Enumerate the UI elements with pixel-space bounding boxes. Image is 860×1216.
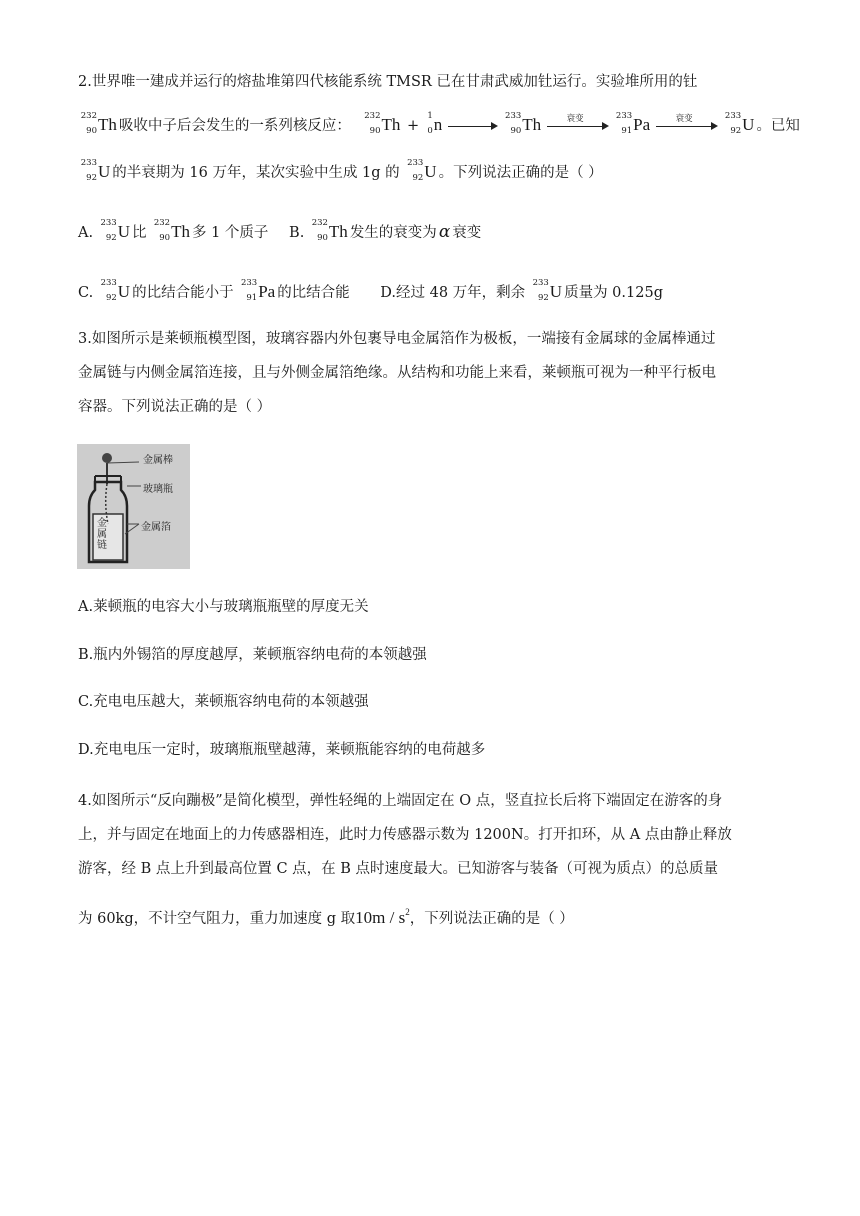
- q2-option-b-mid: 发生的衰变为: [349, 225, 437, 241]
- nuclide-u233: 233 92 U: [407, 158, 437, 183]
- nuclide-pa233: 233 91 Pa: [615, 111, 651, 136]
- q2-half-life-text: 的半衰期为 16 万年，某次实验中生成 1g 的: [112, 165, 400, 181]
- q4-line-4: [78, 902, 574, 929]
- q2-options-ab: [78, 218, 482, 243]
- plus-sign: +: [407, 118, 420, 134]
- q3-option-c: [78, 692, 369, 712]
- nuclide-u233: 233 92 U: [80, 158, 111, 183]
- q2-line-2: [78, 111, 800, 136]
- q4-stem-3: 游客，经 B 点上升到最高位置 C 点，在 B 点时速度最大。已知游客与装备（可视为质点）的总质量: [78, 861, 719, 877]
- q2-option-c-mid: 的比结合能小于: [132, 285, 234, 301]
- q3-option-b: [78, 645, 427, 665]
- q3-option-a: [78, 597, 369, 617]
- q4-stem-1: 4.如图所示“反向蹦极”是简化模型，弹性轻绳的上端固定在 O 点，竖直拉长后将下端固定在游客的身: [78, 793, 723, 809]
- q2-option-c-end: 的比结合能: [277, 285, 350, 301]
- decay-arrow-icon: 衰变: [547, 119, 609, 133]
- q4-line-1: [78, 791, 722, 811]
- q2-options-cd: [78, 278, 663, 303]
- q2-reaction-intro: 吸收中子后会发生的一系列核反应：: [118, 118, 351, 134]
- nuclide-u233: 233 92 U: [100, 278, 131, 303]
- q2-option-d-end: 质量为 0.125g: [564, 285, 663, 301]
- nuclide-u233: 233 92 U: [724, 111, 755, 136]
- label-glass-bottle: 玻璃瓶: [143, 484, 173, 495]
- nuclide-th232-reactant: 232 90 Th: [364, 111, 401, 136]
- alpha-symbol: α: [438, 222, 451, 242]
- q4-stem-4a: 为 60kg，不计空气阻力，重力加速度 g 取: [78, 911, 356, 927]
- q2-line-3: [78, 158, 603, 183]
- nuclide-neutron: 1 0 n: [427, 111, 443, 136]
- q2-option-a-end: 多 1 个质子: [191, 225, 269, 241]
- q2-question-text: 。下列说法正确的是（ ）: [438, 165, 603, 181]
- q3-option-c-text: C.充电电压越大，莱顿瓶容纳电荷的本领越强: [78, 694, 369, 710]
- q3-option-a-text: A.莱顿瓶的电容大小与玻璃瓶瓶壁的厚度无关: [78, 599, 369, 615]
- nuclide-pa233: 233 91 Pa: [240, 278, 276, 303]
- q4-line-2: [78, 825, 732, 845]
- nuclide-th232: 232 90 Th: [311, 218, 348, 243]
- q3-stem-2: 金属链与内侧金属箔连接，且与外侧金属箔绝缘。从结构和功能上来看，莱顿瓶可视为一种平行板电: [78, 365, 716, 381]
- leyden-jar-figure: [77, 444, 190, 569]
- q2-option-c-label: C.: [78, 285, 94, 301]
- label-metal-foil: 金属箔: [141, 522, 171, 533]
- q2-option-b-end: 衰变: [452, 225, 482, 241]
- nuclide-th232: 232 90 Th: [153, 218, 190, 243]
- q3-option-b-text: B.瓶内外锡箔的厚度越厚，莱顿瓶容纳电荷的本领越强: [78, 647, 427, 663]
- q3-line-3: [78, 397, 271, 417]
- q3-stem-1: 3.如图所示是莱顿瓶模型图，玻璃容器内外包裹导电金属箔作为极板，一端接有金属球的金属棒通过: [78, 331, 716, 347]
- label-metal-chain: 金属链: [97, 518, 107, 551]
- nuclide-u233: 233 92 U: [532, 278, 563, 303]
- q2-option-d-text: D.经过 48 万年，剩余: [380, 285, 526, 301]
- q4-line-3: [78, 859, 718, 879]
- gravity-unit: [355, 908, 410, 927]
- nuclide-th233: 233 90 Th: [505, 111, 542, 136]
- q4-stem-4b: ，下列说法正确的是（ ）: [409, 911, 574, 927]
- decay-arrow-icon: 衰变: [656, 119, 718, 133]
- q3-line-2: [78, 363, 716, 383]
- gravity-value: 10m / s: [355, 908, 406, 927]
- q2-option-b-label: B.: [289, 225, 305, 241]
- q3-line-1: [78, 329, 715, 349]
- q3-option-d: [78, 740, 485, 760]
- nuclide-th232: 232 90 Th: [80, 111, 117, 136]
- q2-line2-end: 。已知: [756, 118, 800, 134]
- q3-option-d-text: D.充电电压一定时，玻璃瓶瓶壁越薄，莱顿瓶能容纳的电荷越多: [78, 742, 486, 758]
- reaction-arrow-icon: [448, 119, 498, 133]
- q4-stem-2: 上，并与固定在地面上的力传感器相连，此时力传感器示数为 1200N。打开扣环，从 A 点由静止释放: [78, 827, 732, 843]
- gravity-exponent: 2: [405, 907, 410, 917]
- nuclide-u233: 233 92 U: [100, 218, 130, 243]
- q2-line-1: [78, 72, 697, 92]
- label-metal-rod: 金属棒: [143, 455, 173, 466]
- q3-stem-3: 容器。下列说法正确的是（ ）: [78, 399, 272, 415]
- q2-stem-text: 2.世界唯一建成并运行的熔盐堆第四代核能系统 TMSR 已在甘肃武威加钍运行。实验堆所用的钍: [78, 74, 698, 90]
- q2-option-a-mid: 比: [131, 225, 147, 241]
- q2-option-a-label: A.: [78, 225, 94, 241]
